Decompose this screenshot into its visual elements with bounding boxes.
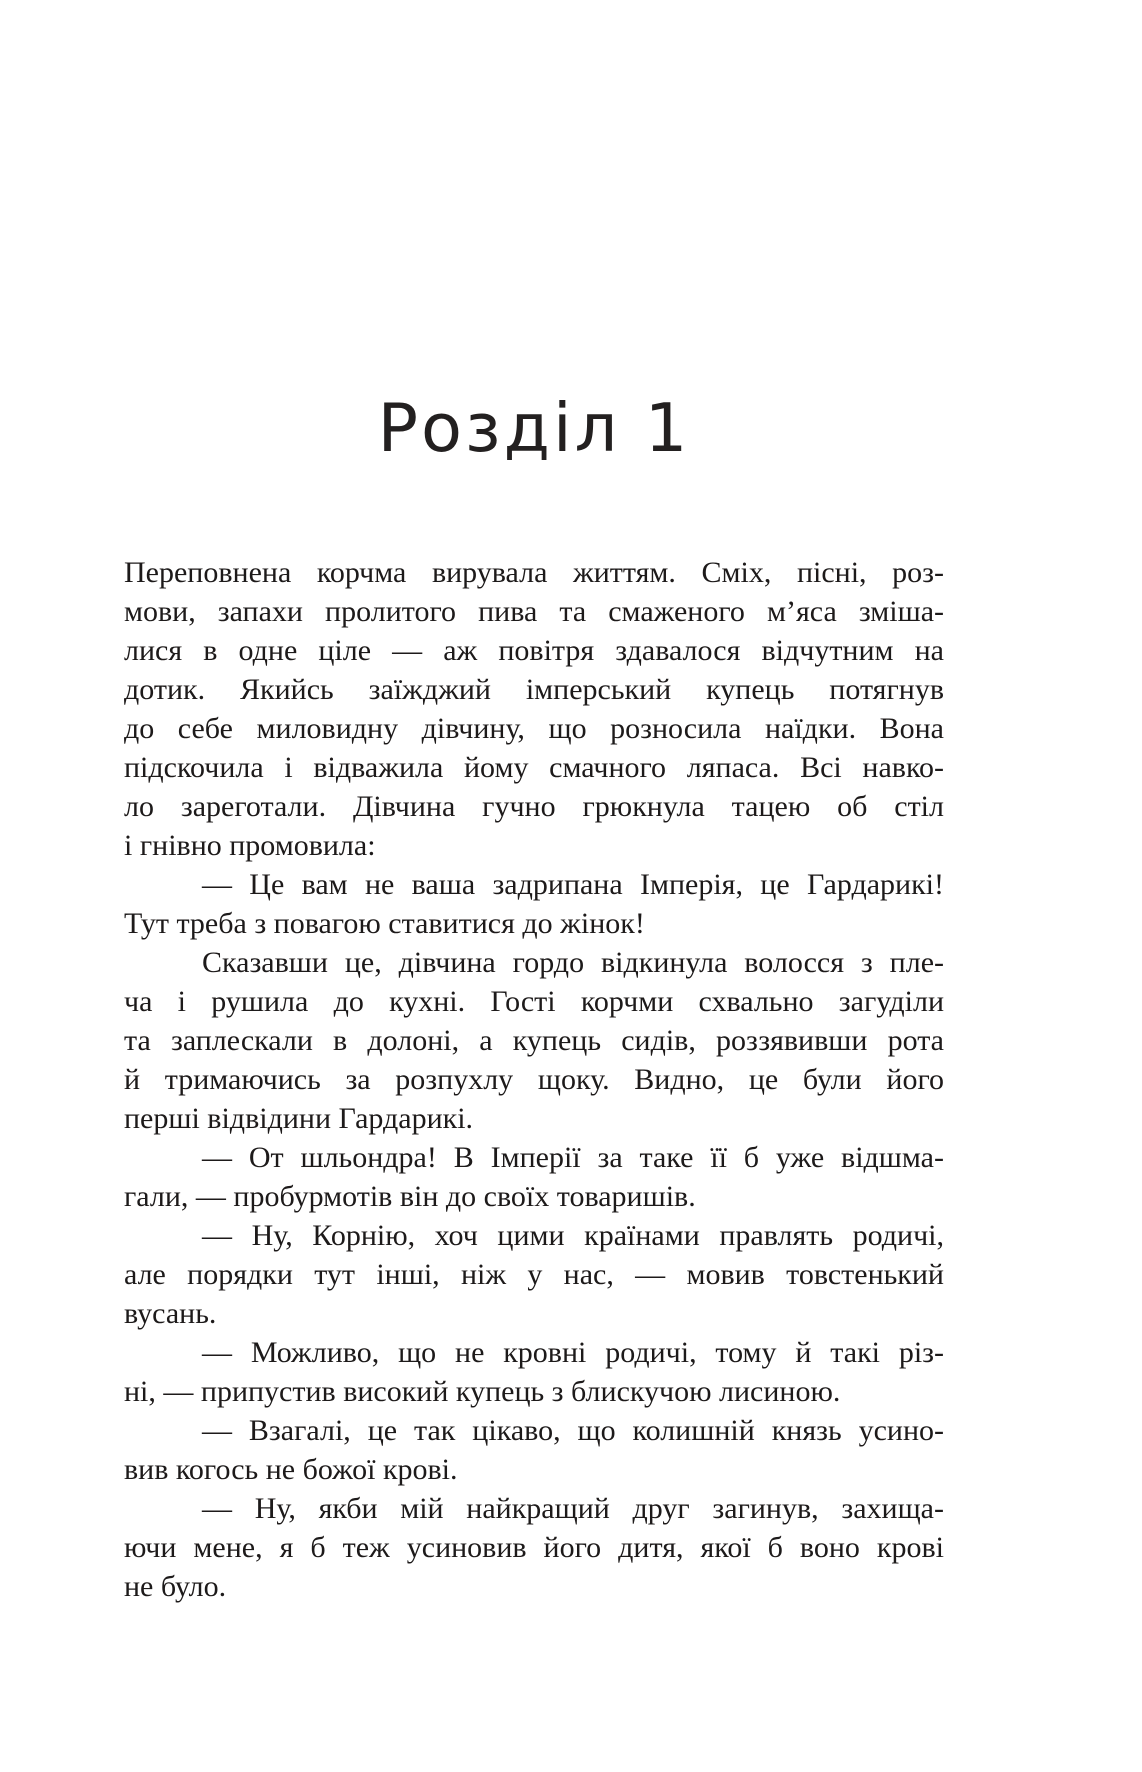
text-line: вив когось не божої крові. (124, 1453, 458, 1486)
paragraph (124, 943, 944, 1138)
text-line: підскочила і відважила йому смачного ляпаса. Всі навко- (124, 751, 944, 784)
text-line: ло зареготали. Дівчина гучно грюкнула тацею об стіл (124, 790, 944, 823)
text-line: до себе миловидну дівчину, що розносила наїдки. Вона (124, 712, 944, 745)
text-line: вусань. (124, 1297, 217, 1330)
text-line: перші відвідини Гардарикі. (124, 1102, 474, 1135)
paragraph (124, 1138, 944, 1216)
paragraph (124, 553, 944, 865)
text-line: — От шльондра! В Імперії за таке її б уже відшма- (202, 1141, 944, 1174)
text-line: ча і рушила до кухні. Гості корчми схвально загуділи (124, 985, 944, 1018)
text-line: — Ну, Корнію, хоч цими країнами правлять родичі, (202, 1219, 944, 1252)
text-line: ючи мене, я б теж усиновив його дитя, якої б воно крові (124, 1531, 944, 1564)
paragraph (124, 865, 944, 943)
chapter-heading: Розділ 1 (377, 389, 691, 467)
text-line: і гнівно промовила: (124, 829, 376, 862)
chapter-body (124, 553, 944, 1606)
text-line: мови, запахи пролитого пива та смаженого м’яса зміша- (124, 595, 944, 628)
text-line: Сказавши це, дівчина гордо відкинула волосся з пле- (202, 946, 944, 979)
text-line: Переповнена корчма вирувала життям. Сміх, пісні, роз- (124, 556, 944, 589)
text-line: але порядки тут інші, ніж у нас, — мовив товстенький (124, 1258, 944, 1291)
paragraph (124, 1489, 944, 1606)
text-line: — Взагалі, це так цікаво, що колишній князь усино- (202, 1414, 944, 1447)
text-line: дотик. Якийсь заїжджий імперський купець потягнув (124, 673, 944, 706)
text-line: ні, — припустив високий купець з блискучою лисиною. (124, 1375, 841, 1408)
text-line: та заплескали в долоні, а купець сидів, роззявивши рота (124, 1024, 944, 1057)
text-line: гали, — пробурмотів він до своїх товаришів. (124, 1180, 696, 1213)
text-line: Тут треба з повагою ставитися до жінок! (124, 907, 645, 940)
paragraph (124, 1333, 944, 1411)
text-line: лися в одне ціле — аж повітря здавалося відчутним на (124, 634, 944, 667)
paragraph (124, 1216, 944, 1333)
text-line: — Ну, якби мій найкращий друг загинув, захища- (202, 1492, 944, 1525)
text-line: не було. (124, 1570, 227, 1603)
paragraph (124, 1411, 944, 1489)
text-line: — Це вам не ваша задрипана Імперія, це Гардарикі! (202, 868, 944, 901)
text-line: й тримаючись за розпухлу щоку. Видно, це були його (124, 1063, 944, 1096)
text-line: — Можливо, що не кровні родичі, тому й такі різ- (202, 1336, 944, 1369)
